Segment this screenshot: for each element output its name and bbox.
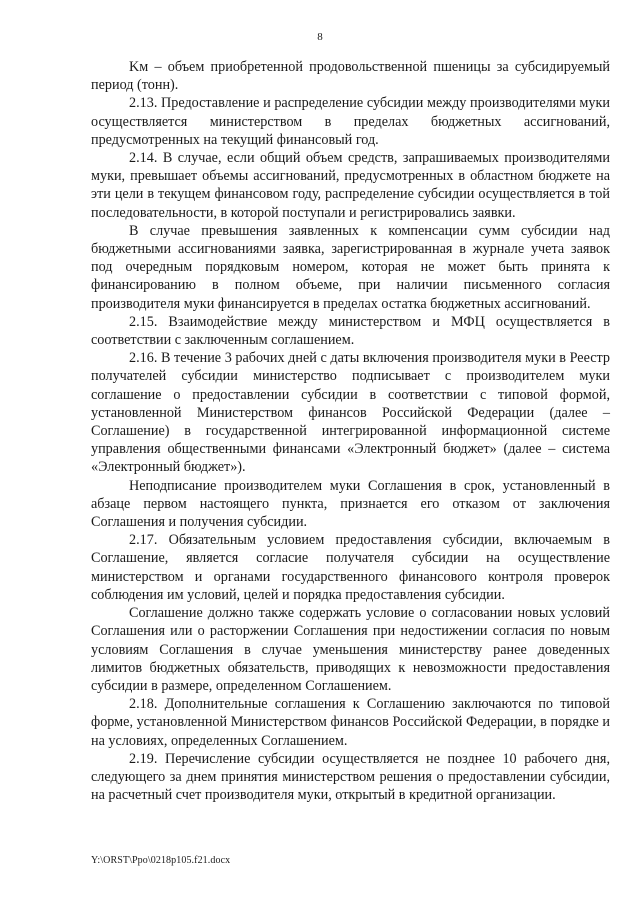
paragraph-2-18: 2.18. Дополнительные соглашения к Соглашению заключаются по типовой форме, установленной Министерством финансов Российской Федерации, в порядке и на условиях, определенных Соглашением. <box>91 696 610 749</box>
paragraph-2-15: 2.15. Взаимодействие между министерством и МФЦ осуществляется в соответствии с заключенным соглашением. <box>91 313 610 349</box>
paragraph-2-17: 2.17. Обязательным условием предоставления субсидии, включаемым в Соглашение, является согласие получателя субсидии на осуществление министерством и органами государственного финансового контроля проверок соблюдения им условий, целей и порядка предоставления субсидии. <box>91 532 610 603</box>
paragraph-2-16-refusal: Неподписание производителем муки Соглашения в срок, установленный в абзаце первом настоящего пункта, признается его отказом от заключения Соглашения и получения субсидии. <box>91 477 610 531</box>
paragraph-2-14: 2.14. В случае, если общий объем средств, запрашиваемых производителями муки, превышает объемы ассигнований, предусмотренных в областном бюджете на эти цели в текущем финансовом году, распределение субсидии осуществляется в той последовательности, в которой поступали и регистрировались заявки. <box>91 150 610 221</box>
paragraph-2-19: 2.19. Перечисление субсидии осуществляется не позднее 10 рабочего дня, следующего за днем принятия министерством решения о предоставлении субсидии, на расчетный счет производителя муки, открытый в кредитной организации. <box>91 750 610 804</box>
paragraph-2-16: 2.16. В течение 3 рабочих дней с даты включения производителя муки в Реестр получателей субсидии министерство подписывает с производителем муки соглашение о предоставлении субсидии в соответствии с типовой формой, установленной Министерством финансов Российской Федерации (далее – Соглашение) в государственной интегрированной информационной системе управления общественными финансами «Электронный бюджет» (далее – система «Электронный бюджет»). <box>91 350 610 476</box>
document-body <box>91 58 610 804</box>
paragraph-2-14-exceed: В случае превышения заявленных к компенсации сумм субсидии над бюджетными ассигнованиями заявка, зарегистрированная в журнале учета заявок под очередным порядковым номером, которая не может быть принята к финансированию в полном объеме, при наличии письменного согласия производителя муки финансируется в пределах остатка бюджетных ассигнований. <box>91 222 610 312</box>
paragraph-km-definition: Kм – объем приобретенной продовольственной пшеницы за субсидируемый период (тонн). <box>91 59 610 94</box>
page-number: 8 <box>317 31 323 43</box>
paragraph-2-17-conditions: Соглашение должно также содержать условие о согласовании новых условий Соглашения или о расторжении Соглашения при недостижении согласия по новым условиям Соглашения в случае уменьшения министерству ранее доведенных лимитов бюджетных обязательств, приводящих к невозможности предоставления субсидии в размере, определенном Соглашением. <box>91 605 610 694</box>
paragraph-2-13: 2.13. Предоставление и распределение субсидии между производителями муки осуществляется министерством в пределах бюджетных ассигнований, предусмотренных на текущий финансовый год. <box>91 95 610 148</box>
footer-file-path: Y:\ORST\Ppo\0218p105.f21.docx <box>91 855 231 866</box>
